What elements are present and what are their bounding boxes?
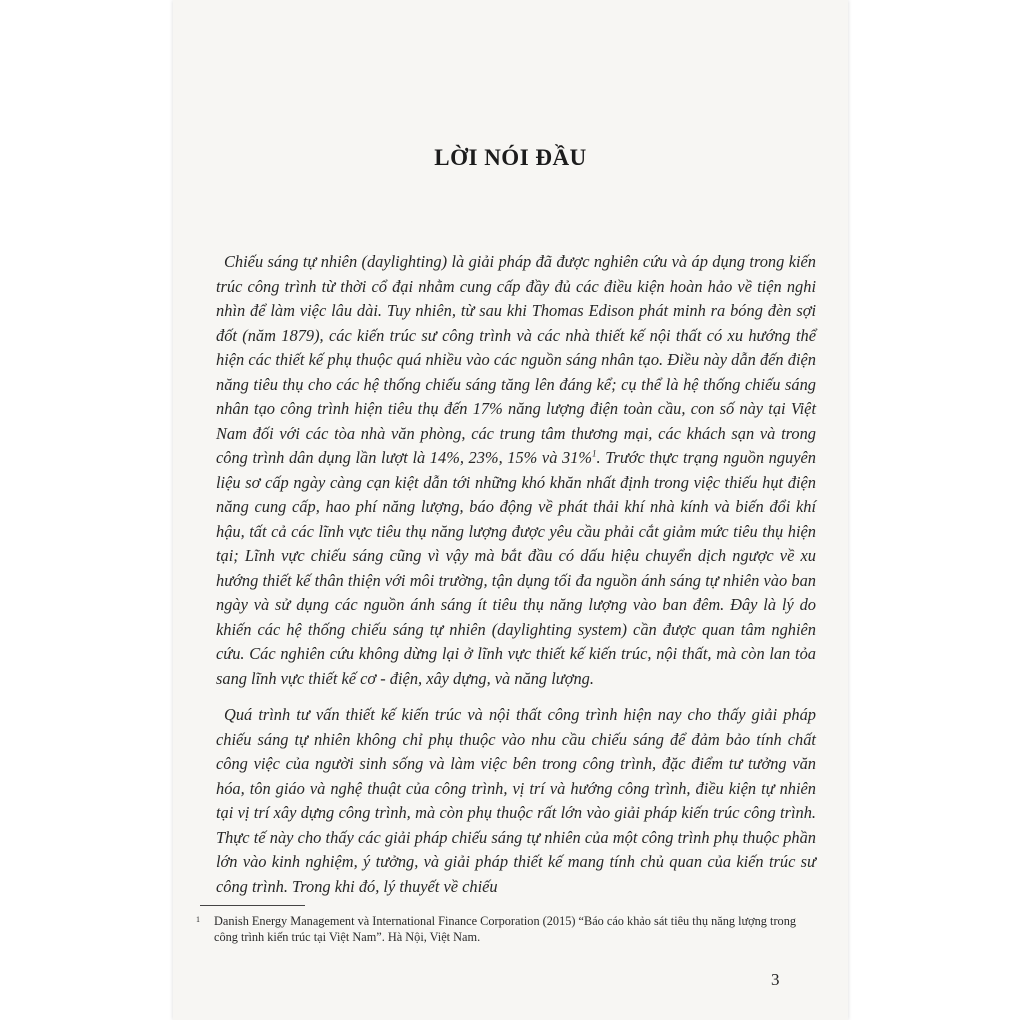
footnote <box>196 913 796 945</box>
paragraph-1 <box>216 250 816 691</box>
paragraph-1-text: Chiếu sáng tự nhiên (daylighting) là giải pháp đã được nghiên cứu và áp dụng trong kiến trúc công trình từ thời cổ đại nhằm cung cấp đầy đủ các điều kiện hoàn hảo về tiện nghi nhìn để làm việc lâu dài. Tuy nhiên, từ sau khi Thomas Edison phát minh ra bóng đèn sợi đốt (năm 1879), các kiến trúc sư công trình và các nhà thiết kế nội thất có xu hướng thể hiện các thiết kế phụ thuộc quá nhiều vào các nguồn sáng nhân tạo. Điều này dẫn đến điện năng tiêu thụ cho các hệ thống chiếu sáng tăng lên đáng kể; cụ thể là hệ thống chiếu sáng nhân tạo công trình hiện tiêu thụ đến 17% năng lượng điện toàn cầu, con số này tại Việt Nam đối với các tòa nhà văn phòng, các trung tâm thương mại, các khách sạn và trong công trình dân dụng lần lượt là 14%, 23%, 15% và 31% <box>216 252 816 467</box>
paragraph-1-continued: . Trước thực trạng nguồn nguyên liệu sơ cấp ngày càng cạn kiệt dẫn tới những khó khăn nhất định trong việc thiếu hụt điện năng cung cấp, hao phí năng lượng, báo động về phát thải khí nhà kính và biến đổi khí hậu, tất cả các lĩnh vực tiêu thụ năng lượng được yêu cầu phải cắt giảm mức tiêu thụ hiện tại; Lĩnh vực chiếu sáng cũng vì vậy mà bắt đầu có dấu hiệu chuyển dịch ngược về xu hướng thiết kế thân thiện với môi trường, tận dụng tối đa nguồn ánh sáng tự nhiên vào ban ngày và sử dụng các nguồn ánh sáng ít tiêu thụ năng lượng vào ban đêm. Đây là lý do khiến các hệ thống chiếu sáng tự nhiên (daylighting system) cần được quan tâm nghiên cứu. Các nghiên cứu không dừng lại ở lĩnh vực thiết kế kiến trúc, nội thất, mà còn lan tỏa sang lĩnh vực thiết kế cơ - điện, xây dựng, và năng lượng. <box>216 448 816 688</box>
page-title: LỜI NÓI ĐẦU <box>434 145 587 170</box>
paragraph-2: Quá trình tư vấn thiết kế kiến trúc và nội thất công trình hiện nay cho thấy giải pháp chiếu sáng tự nhiên không chỉ phụ thuộc vào nhu cầu chiếu sáng để đảm bảo tính chất công việc của người sinh sống và làm việc bên trong công trình, đặc điểm tư tưởng văn hóa, tôn giáo và nghệ thuật của công trình, vị trí và hướng công trình, điều kiện tự nhiên tại vị trí xây dựng công trình, mà còn phụ thuộc rất lớn vào giải pháp kiến trúc công trình. Thực tế này cho thấy các giải pháp chiếu sáng tự nhiên của một công trình phụ thuộc phần lớn vào kinh nghiệm, ý tưởng, và giải pháp thiết kế mang tính chủ quan của kiến trúc sư công trình. Trong khi đó, lý thuyết về chiếu <box>216 705 816 896</box>
book-page <box>173 0 848 1020</box>
footnote-text: Danish Energy Management và International Finance Corporation (2015) “Báo cáo khảo sát tiêu thụ năng lượng trong công trình kiến trúc tại Việt Nam”. Hà Nội, Việt Nam. <box>214 914 796 944</box>
page-number: 3 <box>771 970 780 989</box>
footnote-reference: 1 <box>592 448 597 459</box>
main-text <box>216 250 816 911</box>
footnote-divider <box>200 905 305 906</box>
footnote-mark: 1 <box>196 915 200 924</box>
